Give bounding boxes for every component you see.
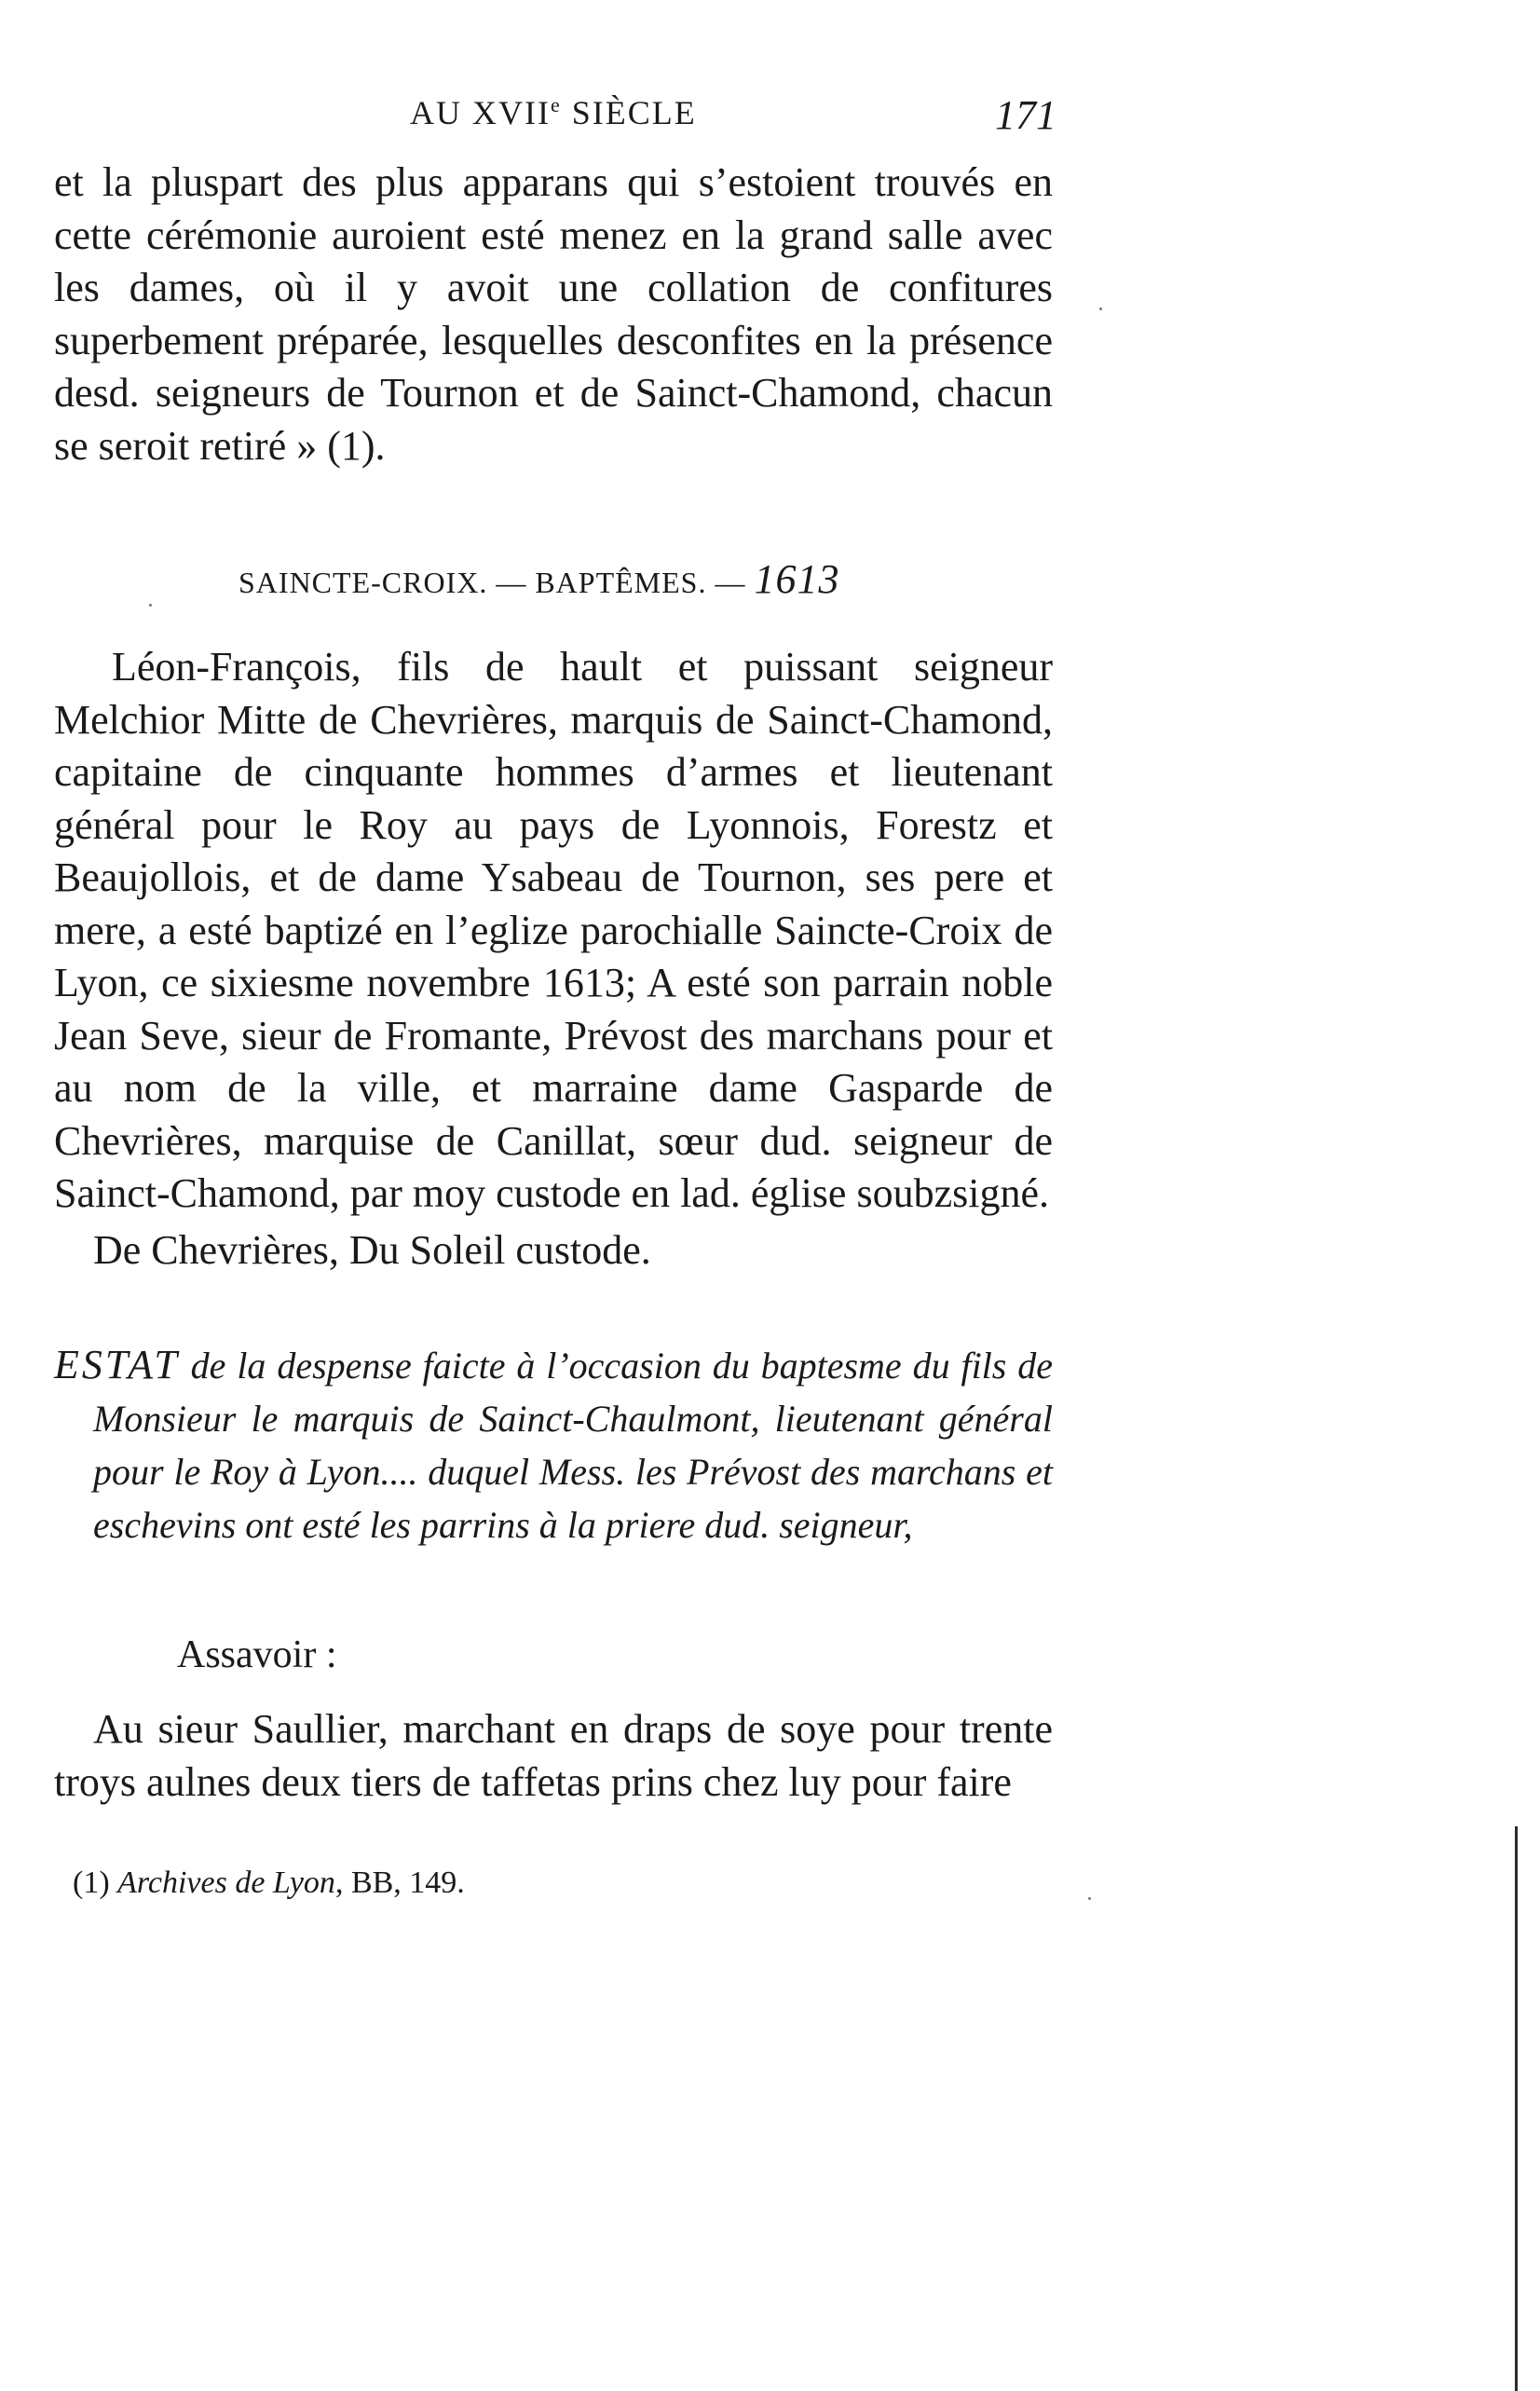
section-heading: SAINCTE-CROIX. — BAPTÊMES. — 1613 [238,556,840,602]
signature-line: De Chevrières, Du Soleil custode. [93,1227,651,1273]
scan-speck [149,604,152,607]
scan-edge-line [1515,1826,1518,2391]
scan-speck [1088,1897,1091,1900]
paragraph-continued: et la pluspart des plus apparans qui s’estoient trouvés en cette cérémonie auroient esté menez en la grand salle avec les dames, où il y avoit une collation de confitures superbement préparée, lesquelles desconfites en la présence desd. seigneurs de Tournon et de Sainct-Chamond, chacun se seroit retiré » (1). [54,159,1053,469]
scan-speck [1099,307,1102,310]
page-number: 171 [995,92,1056,138]
footnote: (1) Archives de Lyon, BB, 149. [73,1865,465,1900]
estat-heading-paragraph: ESTAT de la despense faicte à l’occasion du baptesme du fils de Monsieur le marquis de Sainct-Chaulmont, lieutenant général pour le Roy à Lyon.... duquel Mess. les Prévost des marchans et eschevins ont esté les parrins à la priere dud. seigneur, [54,1342,1053,1546]
running-head: AU XVIIe SIÈCLE [410,93,697,131]
expense-paragraph: Au sieur Saullier, marchant en draps de soye pour trente troys aulnes deux tiers de taffetas prins chez luy pour faire [54,1706,1053,1805]
assavoir-label: Assavoir : [177,1633,337,1676]
baptism-record-paragraph: Léon-François, fils de hault et puissant seigneur Melchior Mitte de Chevrières, marquis de Sainct-Chamond, capitaine de cinquante hommes d’armes et lieutenant général pour le Roy au pays de Lyonnois, Forestz et Beaujollois, et de dame Ysabeau de Tournon, ses pere et mere, a esté baptizé en l’eglize parochialle Saincte-Croix de Lyon, ce sixiesme novembre 1613; A esté son parrain noble Jean Seve, sieur de Fromante, Prévost des marchans pour et au nom de la ville, et marraine dame Gasparde de Chevrières, marquise de Canillat, sœur dud. seigneur de Sainct-Chamond, par moy custode en lad. église soubzsigné. [54,644,1053,1216]
